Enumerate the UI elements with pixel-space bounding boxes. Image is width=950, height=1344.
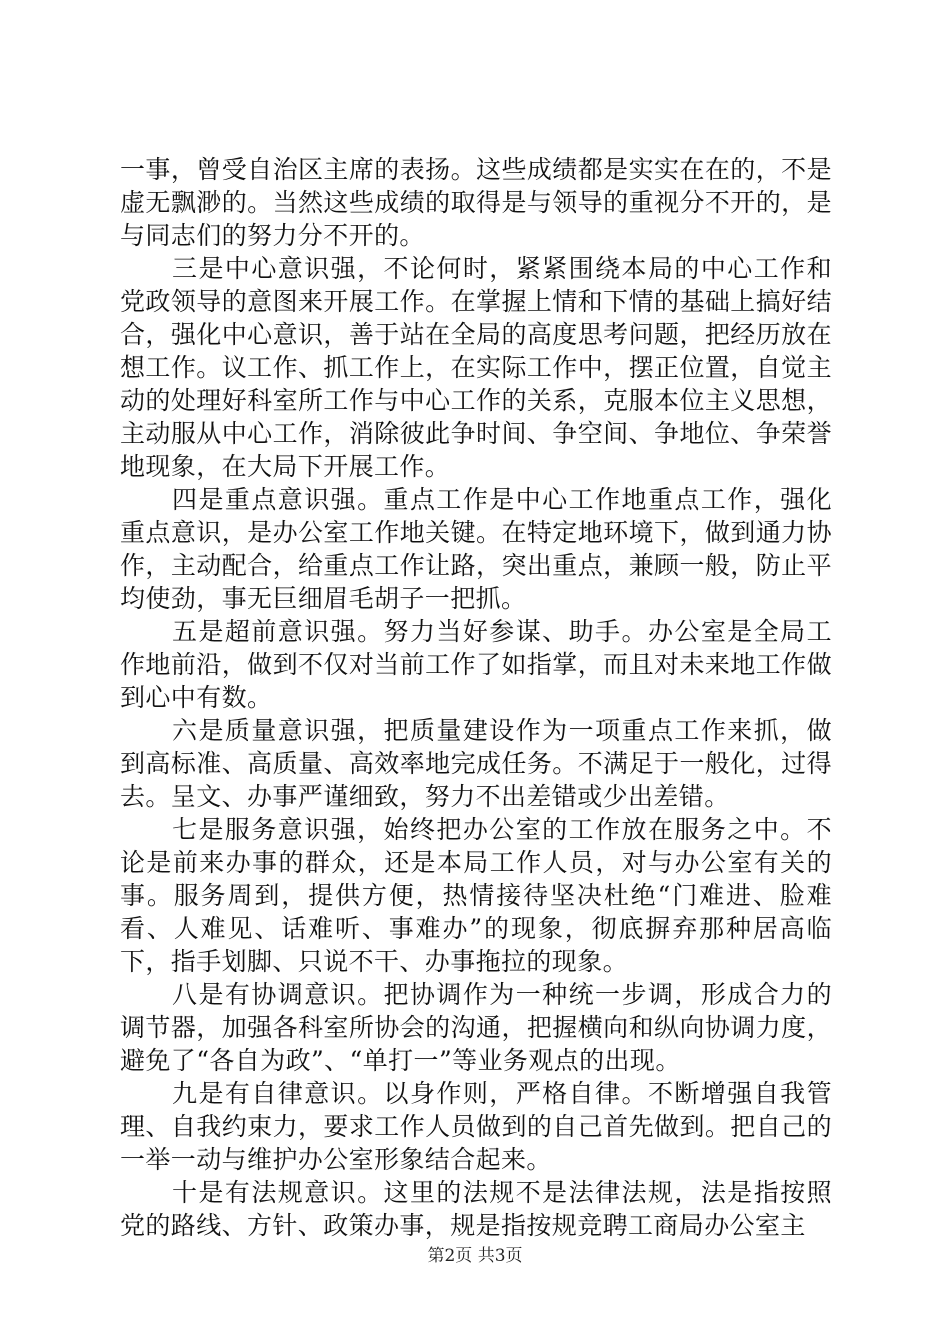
paragraph-point-seven: 七是服务意识强，始终把办公室的工作放在服务之中。不论是前来办事的群众，还是本局工作人员，对与办公室有关的事。服务周到，提供方便，热情接待坚决杜绝“门难进、脸难看、人难见、话难听、事难办”的现象，彻底摒弃那种居高临下，指手划脚、只说不干、办事拖拉的现象。 [120,815,832,976]
paragraph-point-four: 四是重点意识强。重点工作是中心工作地重点工作，强化重点意识，是办公室工作地关键。在特定地环境下，做到通力协作，主动配合，给重点工作让路，突出重点，兼顾一般，防止平均使劲，事无巨细眉毛胡子一把抓。 [120,485,832,613]
page-number-footer: 第2页 共3页 [427,1246,523,1266]
paragraph-point-ten: 十是有法规意识。这里的法规不是法律法规，法是指按照党的路线、方针、政策办事，规是指按规竞聘工商局办公室主 [120,1178,832,1240]
paragraph-continuation: 一事，曾受自治区主席的表扬。这些成绩都是实实在在的，不是虚无飘渺的。当然这些成绩的取得是与领导的重视分不开的，是与同志们的努力分不开的。 [120,155,832,250]
paragraph-point-eight: 八是有协调意识。把协调作为一种统一步调，形成合力的调节器，加强各科室所协会的沟通，把握横向和纵向协调力度，避免了“各自为政”、“单打一”等业务观点的出现。 [120,980,832,1075]
paragraph-point-three: 三是中心意识强，不论何时，紧紧围绕本局的中心工作和党政领导的意图来开展工作。在掌握上情和下情的基础上搞好结合，强化中心意识，善于站在全局的高度思考问题，把经历放在想工作。议工作、抓工作上，在实际工作中，摆正位置，自觉主动的处理好科室所工作与中心工作的关系，克服本位主义思想，主动服从中心工作，消除彼此争时间、争空间、争地位、争荣誉地现象，在大局下开展工作。 [120,254,832,481]
paragraph-point-five: 五是超前意识强。努力当好参谋、助手。办公室是全局工作地前沿，做到不仅对当前工作了如指掌，而且对未来地工作做到心中有数。 [120,617,832,712]
document-body [120,153,832,1242]
paragraph-point-six: 六是质量意识强，把质量建设作为一项重点工作来抓，做到高标准、高质量、高效率地完成任务。不满足于一般化，过得去。呈文、办事严谨细致，努力不出差错或少出差错。 [120,716,832,811]
paragraph-point-nine: 九是有自律意识。以身作则，严格自律。不断增强自我管理、自我约束力，要求工作人员做到的自己首先做到。把自己的一举一动与维护办公室形象结合起来。 [120,1079,832,1174]
